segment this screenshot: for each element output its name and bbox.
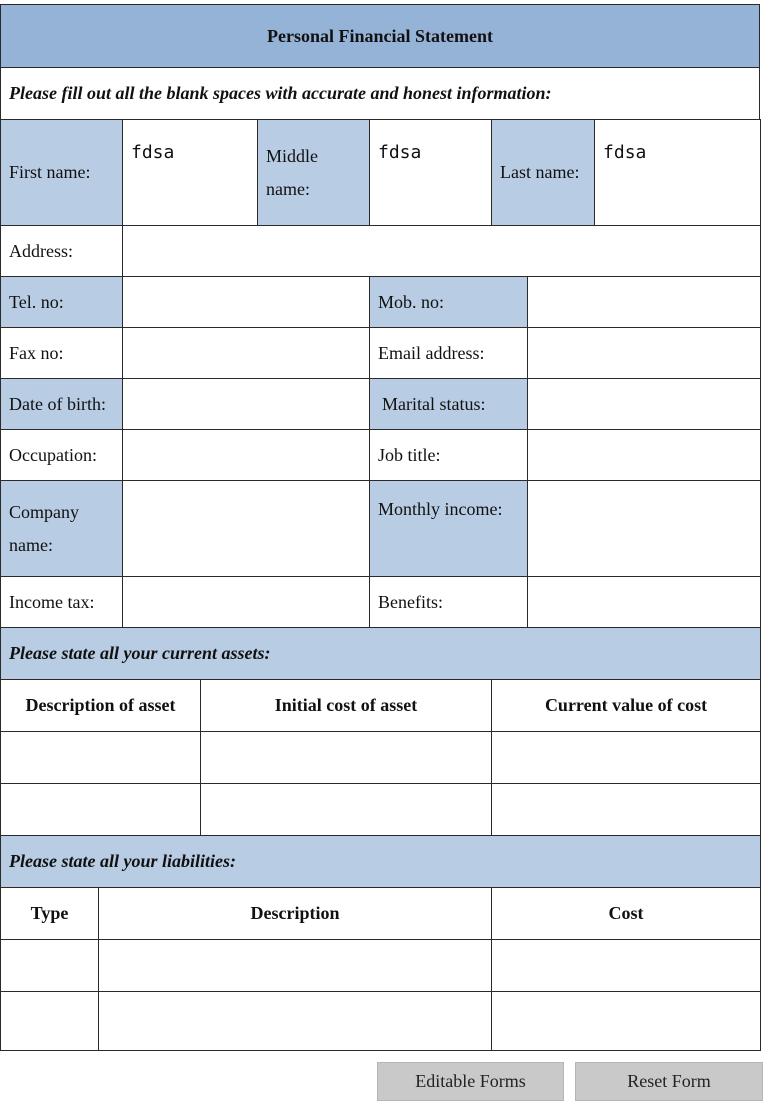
address-label: Address: (1, 226, 123, 277)
asset-initial-cost-cell[interactable] (201, 784, 492, 836)
occupation-field[interactable] (123, 430, 370, 481)
editable-forms-button[interactable]: Editable Forms (377, 1062, 564, 1101)
email-field[interactable] (528, 328, 761, 379)
occupation-label: Occupation: (1, 430, 123, 481)
asset-initial-cost-cell[interactable] (201, 732, 492, 784)
asset-col-description: Description of asset (1, 680, 201, 732)
reset-form-button[interactable]: Reset Form (575, 1062, 763, 1101)
job-title-label: Job title: (370, 430, 528, 481)
liability-cost-cell[interactable] (492, 992, 761, 1051)
instruction-text: Please fill out all the blank spaces with accurate and honest information: (1, 68, 760, 120)
title-table (0, 4, 760, 120)
liabilities-table (0, 835, 761, 1051)
table-row (1, 784, 761, 836)
company-name-field[interactable] (123, 481, 370, 577)
monthly-income-field[interactable] (528, 481, 761, 577)
financial-statement-form (0, 4, 760, 1051)
asset-description-cell[interactable] (1, 732, 201, 784)
asset-col-current-value: Current value of cost (492, 680, 761, 732)
income-tax-label: Income tax: (1, 577, 123, 628)
first-name-field[interactable]: fdsa (123, 120, 258, 226)
liability-description-cell[interactable] (99, 992, 492, 1051)
benefits-field[interactable] (528, 577, 761, 628)
tel-label: Tel. no: (1, 277, 123, 328)
assets-table (0, 627, 761, 836)
dob-field[interactable] (123, 379, 370, 430)
marital-status-field[interactable] (528, 379, 761, 430)
fax-label: Fax no: (1, 328, 123, 379)
liabilities-heading: Please state all your liabilities: (1, 836, 761, 888)
personal-info-table (0, 119, 761, 628)
liability-description-cell[interactable] (99, 940, 492, 992)
asset-current-value-cell[interactable] (492, 784, 761, 836)
mob-field[interactable] (528, 277, 761, 328)
company-name-label: Company name: (1, 481, 123, 577)
monthly-income-label: Monthly income: (370, 481, 528, 577)
liability-col-cost: Cost (492, 888, 761, 940)
liability-type-cell[interactable] (1, 940, 99, 992)
dob-label: Date of birth: (1, 379, 123, 430)
marital-status-label: Marital status: (370, 379, 528, 430)
table-row (1, 940, 761, 992)
email-label: Email address: (370, 328, 528, 379)
first-name-label: First name: (1, 120, 123, 226)
tel-field[interactable] (123, 277, 370, 328)
benefits-label: Benefits: (370, 577, 528, 628)
last-name-label: Last name: (492, 120, 595, 226)
page-title: Personal Financial Statement (1, 5, 760, 68)
income-tax-field[interactable] (123, 577, 370, 628)
mob-label: Mob. no: (370, 277, 528, 328)
fax-field[interactable] (123, 328, 370, 379)
assets-heading: Please state all your current assets: (1, 628, 761, 680)
liability-col-description: Description (99, 888, 492, 940)
job-title-field[interactable] (528, 430, 761, 481)
liability-cost-cell[interactable] (492, 940, 761, 992)
liability-col-type: Type (1, 888, 99, 940)
middle-name-label: Middle name: (258, 120, 370, 226)
asset-description-cell[interactable] (1, 784, 201, 836)
table-row (1, 732, 761, 784)
table-row (1, 992, 761, 1051)
asset-current-value-cell[interactable] (492, 732, 761, 784)
liability-type-cell[interactable] (1, 992, 99, 1051)
last-name-field[interactable]: fdsa (595, 120, 761, 226)
asset-col-initial-cost: Initial cost of asset (201, 680, 492, 732)
address-field[interactable] (123, 226, 761, 277)
middle-name-field[interactable]: fdsa (370, 120, 492, 226)
